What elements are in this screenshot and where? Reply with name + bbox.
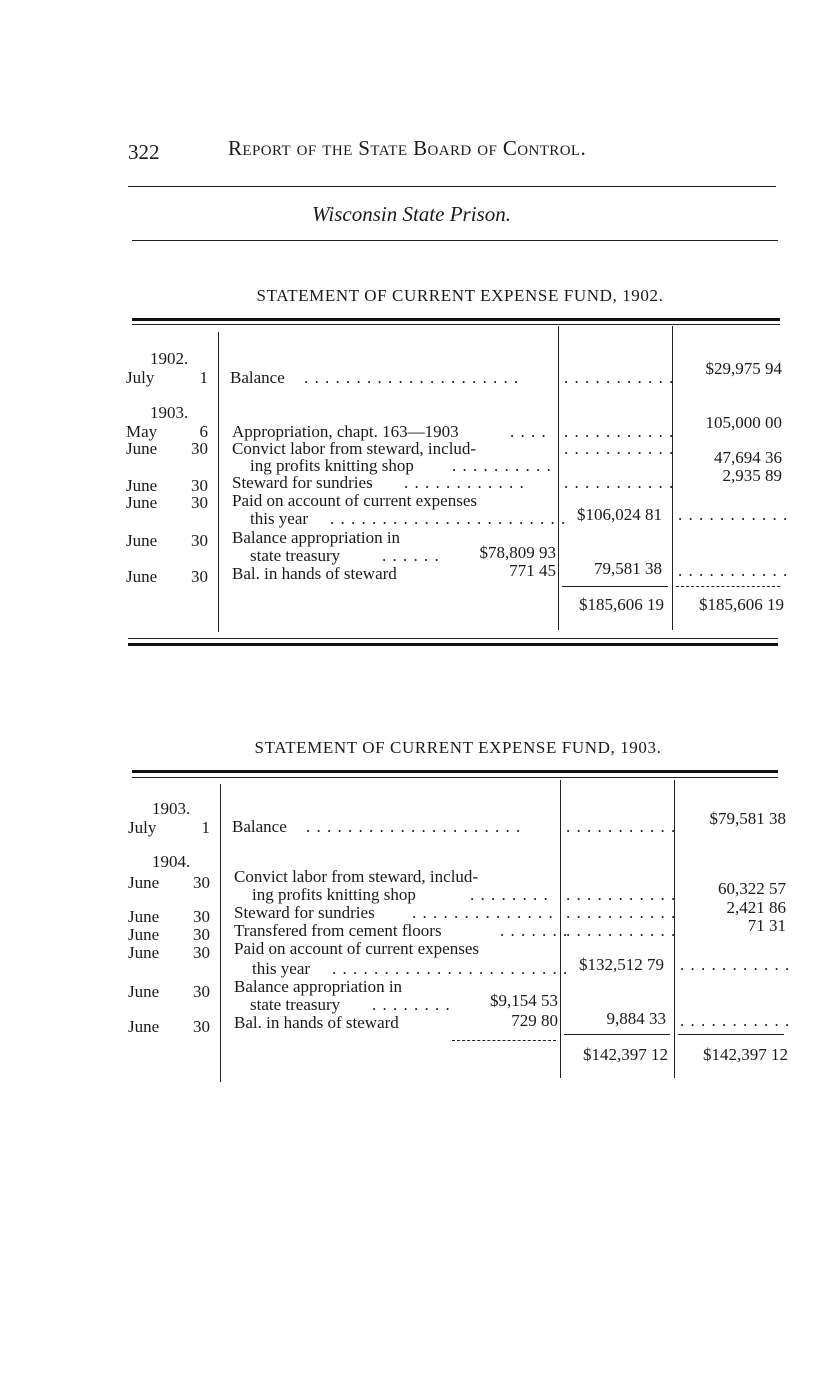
amount-cell: $106,024 81 [577,505,662,524]
year-label: 1903. [152,799,191,818]
description: Bal. in hands of steward [234,1013,399,1032]
total-cell: $185,606 19 [579,595,664,614]
leader-dots: . . . . . . . . . . . [564,422,675,441]
description: Balance appropriation in [232,528,401,547]
table-bottom-rule-thin [128,638,778,639]
month-cell: July [126,368,155,387]
day-cell: 30 [193,873,210,892]
description: Convict labor from steward, includ- [234,867,479,886]
month-cell: June [128,925,160,944]
amount-cell: 9,884 33 [606,1009,666,1028]
sum-rule [562,586,668,587]
day-cell: 6 [199,422,208,441]
section-subtitle: Wisconsin State Prison. [312,202,511,226]
amount-cell: 79,581 38 [594,559,662,578]
day-cell: 30 [193,925,210,944]
leader-dots: . . . . . . . . . . . . . . . . . . . . . [304,368,520,387]
leader-dots: . . . . . . . . . . . [564,473,675,492]
sum-rule [678,1034,784,1035]
description: Convict labor from steward, includ- [232,439,477,458]
total-cell: $142,397 12 [703,1045,788,1064]
leader-dots: . . . . . . . . . . . . . . [412,903,554,922]
header-rule-bottom [132,240,778,241]
day-cell: 30 [191,439,208,458]
amount-cell: 47,694 36 [714,448,782,467]
description: Steward for sundries [232,473,373,492]
table-top-rule [132,318,780,321]
col-divider [218,332,219,632]
description: Transfered from cement floors [234,921,442,940]
month-cell: June [126,493,158,512]
day-cell: 1 [201,818,210,837]
col-divider [220,784,221,1082]
description: Paid on account of current expenses [234,939,479,958]
leader-dots: . . . . . . . . . . . [564,439,675,458]
leader-dots: . . . . . . . . . . . [566,885,677,904]
day-cell: 30 [191,493,208,512]
leader-dots: . . . . . . . [500,921,569,940]
sub-amount-cell: $78,809 93 [479,543,556,562]
day-cell: 30 [191,476,208,495]
amount-cell: 2,421 86 [726,898,786,917]
leader-dots: . . . . [510,422,547,441]
year-label: 1904. [152,852,191,871]
leader-dots: . . . . . . . . . . . . [404,473,525,492]
leader-dots: . . . . . . . . . . . [680,1011,791,1030]
leader-dots: . . . . . . . . . . . [678,561,789,580]
leader-dots: . . . . . . . . . . . . . . . . . . . . . [306,817,522,836]
description: Balance [232,817,287,836]
day-cell: 30 [193,907,210,926]
month-cell: June [128,1017,160,1036]
statement-title: STATEMENT OF CURRENT EXPENSE FUND, 1903. [254,738,662,757]
sum-rule [564,1034,670,1035]
description-continued: ing profits knitting shop [252,885,416,904]
leader-dots: . . . . . . . . . . . [680,955,791,974]
description: Steward for sundries [234,903,375,922]
leader-dots: . . . . . . . . . . . [566,903,677,922]
day-cell: 30 [191,567,208,586]
description-continued: this year [252,959,311,978]
sum-rule [676,586,780,587]
month-cell: June [128,943,160,962]
day-cell: 1 [199,368,208,387]
month-cell: June [126,567,158,586]
leader-dots: . . . . . . . . . . . [564,368,675,387]
day-cell: 30 [193,1017,210,1036]
day-cell: 30 [193,982,210,1001]
leader-dots: . . . . . . . . . . . [566,817,677,836]
statement-title: STATEMENT OF CURRENT EXPENSE FUND, 1902. [256,286,664,305]
header-rule-top [128,186,776,187]
amount-cell: $79,581 38 [709,809,786,828]
description: Paid on account of current expenses [232,491,477,510]
amount-cell: $29,975 94 [705,359,782,378]
day-cell: 30 [193,943,210,962]
description-continued: ing profits knitting shop [250,456,414,475]
month-cell: May [126,422,158,441]
sum-rule [452,1040,556,1041]
month-cell: July [128,818,157,837]
leader-dots: . . . . . . [382,546,440,565]
page-number: 322 [128,140,160,164]
day-cell: 30 [191,531,208,550]
leader-dots: . . . . . . . . . . . . . . . . . . . . . . . [332,959,569,978]
table-top-rule [132,770,778,773]
sub-amount-cell: $9,154 53 [490,991,558,1010]
leader-dots: . . . . . . . . . . . [678,505,789,524]
running-title: Report of the State Board of Control. [228,136,587,160]
amount-cell: $132,512 79 [579,955,664,974]
amount-cell: 2,935 89 [722,466,782,485]
amount-cell: 71 31 [747,916,786,935]
amount-cell: 60,322 57 [718,879,786,898]
month-cell: June [126,476,158,495]
table-top-rule-thin [132,324,780,325]
year-label: 1902. [150,349,189,368]
total-cell: $185,606 19 [699,595,784,614]
description-continued: state treasury [250,995,341,1014]
description: Balance appropriation in [234,977,403,996]
month-cell: June [128,982,160,1001]
total-cell: $142,397 12 [583,1045,668,1064]
year-label: 1903. [150,403,189,422]
description: Appropriation, chapt. 163—1903 [232,422,459,441]
description-continued: this year [250,509,309,528]
month-cell: June [128,873,160,892]
sub-amount-cell: 771 45 [509,561,556,580]
sub-amount-cell: 729 80 [511,1011,558,1030]
amount-cell: 105,000 00 [705,413,782,432]
table-top-rule-thin [132,777,778,778]
leader-dots: . . . . . . . . [372,995,451,1014]
table-bottom-rule [128,643,778,646]
leader-dots: . . . . . . . . [470,885,549,904]
leader-dots: . . . . . . . . . . . [566,921,677,940]
description-continued: state treasury [250,546,341,565]
description: Bal. in hands of steward [232,564,397,583]
month-cell: June [126,439,158,458]
leader-dots: . . . . . . . . . . [452,456,552,475]
month-cell: June [128,907,160,926]
leader-dots: . . . . . . . . . . . . . . . . . . . . . . . [330,509,567,528]
description: Balance [230,368,285,387]
month-cell: June [126,531,158,550]
col-divider [558,326,559,630]
